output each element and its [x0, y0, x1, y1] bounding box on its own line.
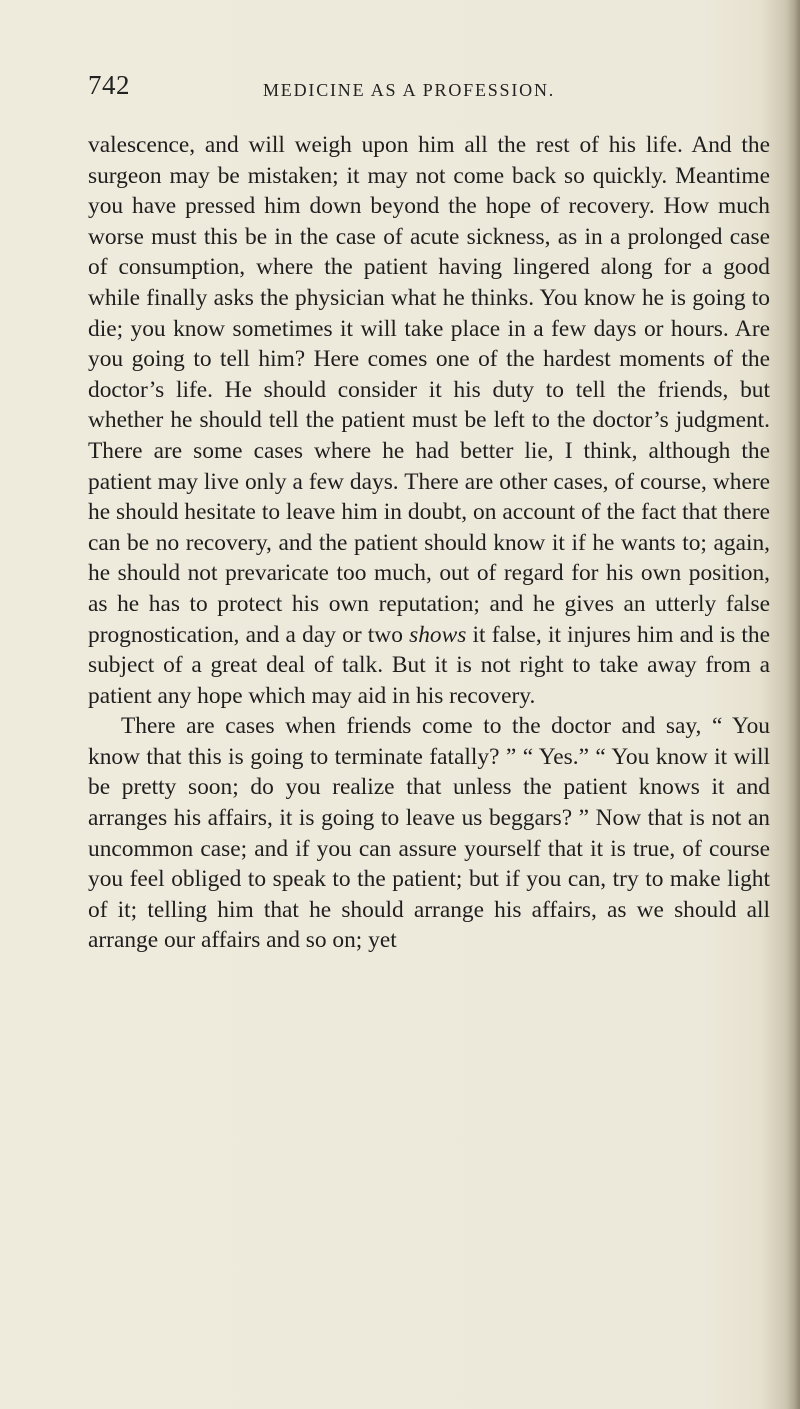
page-number: 742	[88, 70, 130, 100]
italic-word: shows	[409, 621, 467, 648]
running-head: MEDICINE AS A PROFESSION.	[263, 80, 556, 100]
paragraph-1-text-a: valescence, and will weigh upon him all the rest of his life. And the surgeon may be mistaken; it may not come back so quickly. Meantime you have pressed him down beyond the hope of recovery. How much worse must this be in the case of acute sickness, as in a prolonged case of consumption, where the patient having lingered along for a good while finally asks the physician what he thinks. You know he is going to die; you know sometimes it will take place in a few days or hours. Are you going to tell him? Here comes one of the hardest moments of the doctor’s life. He should consider it his duty to tell the friends, but whether he should tell the patient must be left to the doctor’s judgment. There are some cases where he had better lie, I think, although the patient may live only a few days. There are other cases, of course, where he should hesitate to leave him in doubt, on account of the fact that there can be no recovery, and the patient should know it if he wants to; again, he should not prevaricate too much, out of regard for his own position, as he has to protect his own reputation; and he gives an utterly false prognostication, and a day or two	[88, 132, 770, 648]
paragraph-2: There are cases when friends come to the doctor and say, “ You know that this is going to terminate fatally? ” “ Yes.” “ You know it will be pretty soon; do you realize that unless the patient knows it and arranges his affairs, it is going to leave us beggars? ” Now that is not an uncommon case; and if you can assure yourself that it is true, of course you feel obliged to speak to the patient; but if you can, try to make light of it; telling him that he should arrange his affairs, as we should all arrange our affairs and so on; yet	[88, 713, 770, 954]
page-edge-shadow	[786, 0, 800, 1409]
page-header	[88, 70, 778, 106]
paragraph-1	[88, 130, 770, 711]
paragraph-1-text-b: it false, it injures him and is the subject of a great deal of talk. But it is not right to take away from a patient any hope which may aid in his recovery.	[88, 621, 770, 709]
body-text	[88, 130, 770, 956]
